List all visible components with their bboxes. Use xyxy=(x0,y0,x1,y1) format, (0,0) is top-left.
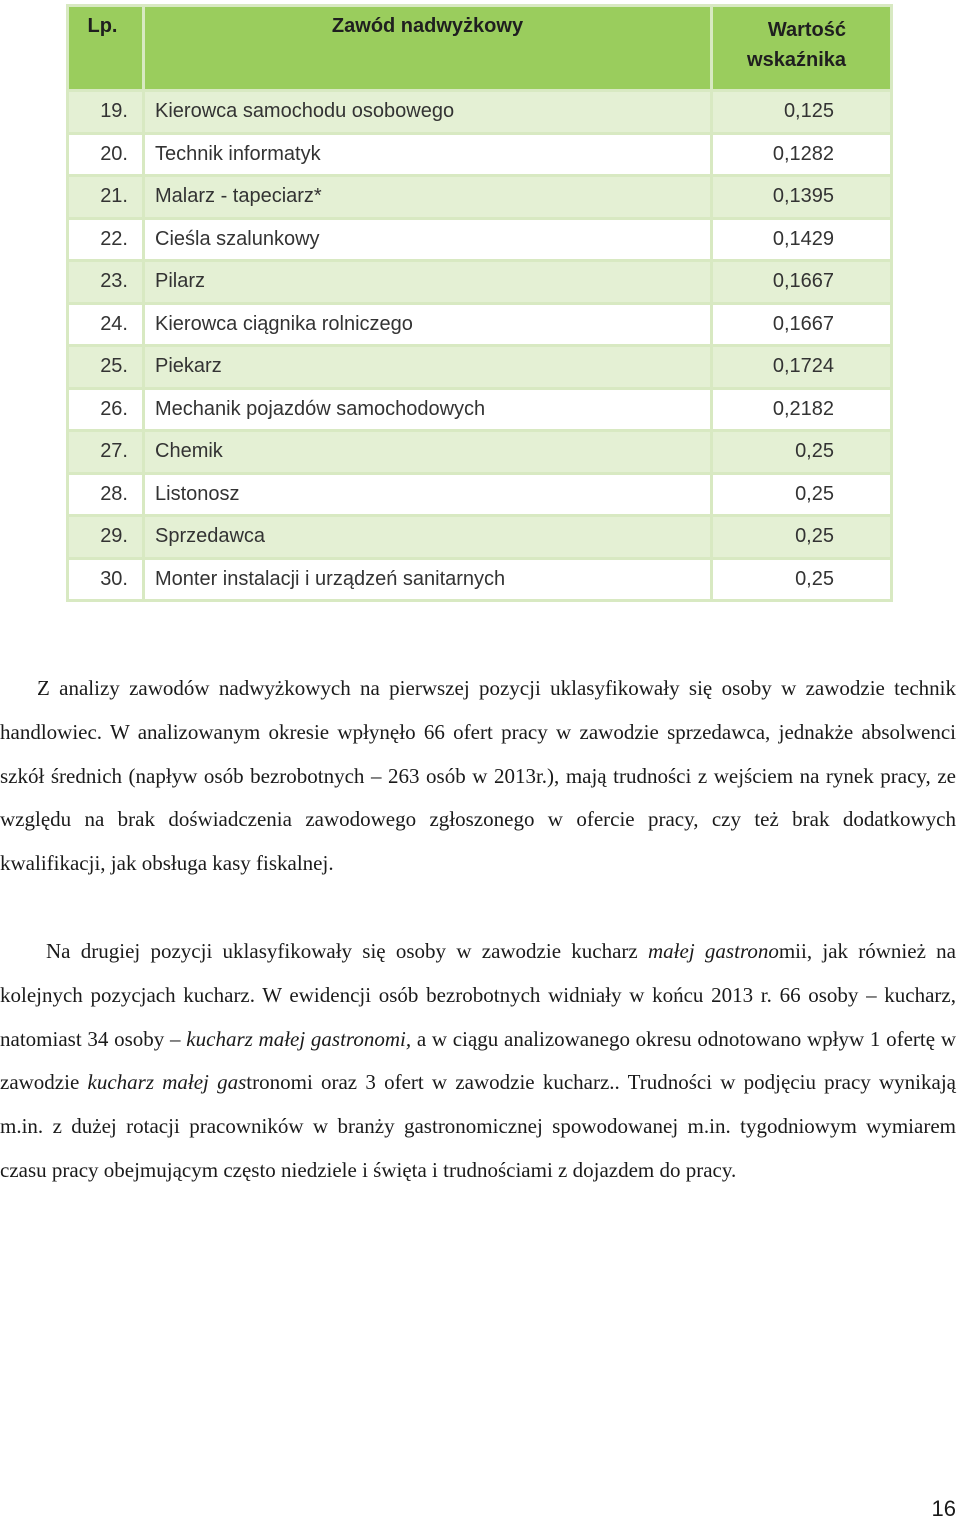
cell-occupation: Pilarz xyxy=(144,261,712,304)
header-value: Wartość wskaźnika xyxy=(712,6,892,91)
cell-occupation: Listonosz xyxy=(144,473,712,516)
cell-occupation: Cieśla szalunkowy xyxy=(144,218,712,261)
header-occupation: Zawód nadwyżkowy xyxy=(144,6,712,91)
cell-occupation: Technik informatyk xyxy=(144,133,712,176)
cell-occupation: Chemik xyxy=(144,431,712,474)
table-row xyxy=(68,473,892,516)
cell-occupation: Mechanik pojazdów samochodowych xyxy=(144,388,712,431)
table-row xyxy=(68,261,892,304)
table-row xyxy=(68,218,892,261)
table-header-row xyxy=(68,6,892,91)
cell-occupation: Kierowca ciągnika rolniczego xyxy=(144,303,712,346)
cell-lp: 22. xyxy=(68,218,144,261)
cell-value: 0,1282 xyxy=(712,133,892,176)
cell-occupation: Malarz - tapeciarz* xyxy=(144,176,712,219)
cell-lp: 29. xyxy=(68,516,144,559)
cell-value: 0,25 xyxy=(712,431,892,474)
cell-value: 0,25 xyxy=(712,516,892,559)
table-body xyxy=(68,91,892,601)
cell-occupation: Monter instalacji i urządzeń sanitarnych xyxy=(144,558,712,601)
cell-lp: 27. xyxy=(68,431,144,474)
page-number: 16 xyxy=(931,1496,956,1521)
cell-lp: 24. xyxy=(68,303,144,346)
cell-value: 0,1667 xyxy=(712,261,892,304)
cell-lp: 28. xyxy=(68,473,144,516)
table-header xyxy=(68,6,892,91)
cell-lp: 20. xyxy=(68,133,144,176)
cell-occupation: Piekarz xyxy=(144,346,712,389)
cell-value: 0,1724 xyxy=(712,346,892,389)
cell-lp: 23. xyxy=(68,261,144,304)
cell-lp: 21. xyxy=(68,176,144,219)
table-row xyxy=(68,516,892,559)
paragraph-italic-text: kucharz małej gas xyxy=(87,1070,247,1095)
cell-value: 0,25 xyxy=(712,473,892,516)
cell-value: 0,2182 xyxy=(712,388,892,431)
cell-value: 0,1395 xyxy=(712,176,892,219)
table-row xyxy=(68,346,892,389)
table-row xyxy=(68,303,892,346)
header-lp: Lp. xyxy=(68,6,144,91)
cell-value: 0,125 xyxy=(712,91,892,134)
paragraph-italic-text: małej gastrono xyxy=(648,939,779,963)
surplus-occupations-table-container xyxy=(66,4,890,602)
table-row xyxy=(68,133,892,176)
cell-lp: 30. xyxy=(68,558,144,601)
table-row xyxy=(68,176,892,219)
paragraph-text: mii, jak również na kolejnych pozycjach kucharz. W ewidencji osób bezrobotnych widniały w końcu 2013 r. 66 osoby – kucharz, natomiast 34 osoby – xyxy=(0,939,956,1051)
paragraph-italic-text: kucharz małej gastronomi, xyxy=(186,1026,412,1051)
cell-occupation: Kierowca samochodu osobowego xyxy=(144,91,712,134)
cell-value: 0,1429 xyxy=(712,218,892,261)
table-row xyxy=(68,558,892,601)
cell-lp: 26. xyxy=(68,388,144,431)
cell-occupation: Sprzedawca xyxy=(144,516,712,559)
cell-lp: 19. xyxy=(68,91,144,134)
paragraph-salesperson-analysis: Z analizy zawodów nadwyżkowych na pierwszej pozycji uklasyfikowały się osoby w zawodzie technik handlowiec. W analizowanym okresie wpłynęło 66 ofert pracy w zawodzie sprzedawca, jednakże absolwenci szkół średnich (napływ osób bezrobotnych – 263 osób w 2013r.), mają trudności z wejściem na rynek pracy, ze względu na brak doświadczenia zawodowego zgłoszonego w ofercie pracy, czy też brak dodatkowych kwalifikacji, jak obsługa kasy fiskalnej. xyxy=(0,676,956,876)
paragraph-text: tronomi oraz 3 ofert w zawodzie kucharz.. Trudności w podjęciu pracy wynikają m.in. z dużej rotacji pracowników w branży gastronomicznej spowodowanej m.in. tygodniowym wymiarem czasu pracy obejmującym często niedziele i święta i trudnościami z dojazdem do pracy. xyxy=(0,1070,956,1182)
paragraph-text: Na drugiej pozycji uklasyfikowały się osoby w zawodzie kucharz xyxy=(46,939,649,963)
cell-lp: 25. xyxy=(68,346,144,389)
table-row xyxy=(68,388,892,431)
paragraph-cook-analysis xyxy=(0,930,956,1193)
table-row xyxy=(68,431,892,474)
cell-value: 0,1667 xyxy=(712,303,892,346)
cell-value: 0,25 xyxy=(712,558,892,601)
surplus-occupations-table xyxy=(66,4,893,602)
table-row xyxy=(68,91,892,134)
paragraph-text: a w ciągu analizowanego okresu odnotowano wpływ 1 ofertę w zawodzie xyxy=(0,1026,956,1095)
